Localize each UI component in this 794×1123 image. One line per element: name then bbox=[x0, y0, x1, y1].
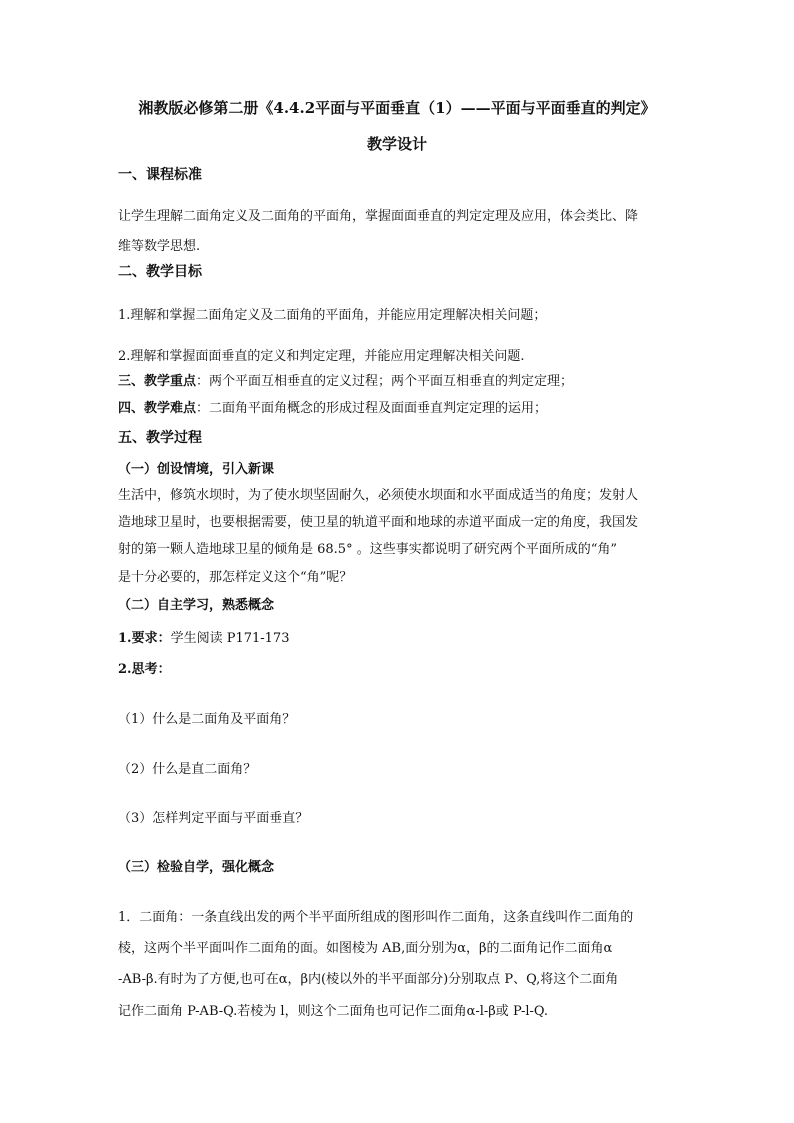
definition-line-2: 棱，这两个半平面叫作二面角的面。如图棱为 AB,面分别为α，β的二面角记作二面角α bbox=[118, 941, 613, 956]
intro-paragraph-line-2: 造地球卫星时，也要根据需要，使卫星的轨道平面和地球的赤道平面成一定的角度，我国发 bbox=[118, 515, 639, 530]
standards-paragraph-line-2: 维等数学思想. bbox=[118, 239, 201, 254]
question-2: （2）什么是直二面角？ bbox=[118, 762, 257, 777]
definition-line-4: 记作二面角 P-AB-Q.若棱为 l，则这个二面角也可记作二面角α-l-β或 P-l-Q. bbox=[118, 1004, 549, 1019]
section-heading-process: 五、教学过程 bbox=[118, 430, 202, 446]
definition-line-1: 1．二面角：一条直线出发的两个半平面所组成的图形叫作二面角，这条直线叫作二面角的 bbox=[118, 910, 634, 925]
standards-paragraph-line-1: 让学生理解二面角定义及二面角的平面角，掌握面面垂直的判定定理及应用，体会类比、降 bbox=[118, 209, 639, 224]
question-1: （1）什么是二面角及平面角？ bbox=[118, 712, 296, 727]
intro-paragraph-line-4: 是十分必要的，那怎样定义这个“角”呢？ bbox=[118, 570, 353, 585]
intro-paragraph-line-3: 射的第一颗人造地球卫星的倾角是 68.5° 。这些事实都说明了研究两个平面所成的“角” bbox=[118, 542, 618, 557]
requirement-text: 学生阅读 P171-173 bbox=[170, 631, 290, 646]
goal-item-2: 2.理解和掌握面面垂直的定义和判定定理，并能应用定理解决相关问题. bbox=[118, 349, 525, 364]
key-points-label: 三、教学重点 bbox=[118, 374, 197, 389]
difficulties-line bbox=[118, 400, 547, 418]
requirement-line bbox=[118, 630, 289, 648]
section-heading-standards: 一、课程标准 bbox=[118, 167, 202, 183]
question-3: （3）怎样判定平面与平面垂直？ bbox=[118, 811, 309, 826]
intro-paragraph-line-1: 生活中，修筑水坝时，为了使水坝坚固耐久，必须使水坝面和水平面成适当的角度；发射人 bbox=[118, 488, 639, 503]
think-label: 2.思考： bbox=[118, 662, 171, 677]
key-points-line bbox=[118, 373, 573, 391]
subsection-heading-3: （三）检验自学，强化概念 bbox=[118, 860, 275, 875]
goal-item-1: 1.理解和掌握二面角定义及二面角的平面角，并能应用定理解决相关问题； bbox=[118, 308, 547, 323]
section-heading-goals: 二、教学目标 bbox=[118, 264, 202, 280]
requirement-label: 1.要求： bbox=[118, 631, 171, 646]
document-title: 湘教版必修第二册《4.4.2平面与平面垂直（1）——平面与平面垂直的判定》 bbox=[138, 99, 656, 117]
subsection-heading-2: （二）自主学习，熟悉概念 bbox=[118, 598, 275, 613]
document-subtitle: 教学设计 bbox=[366, 135, 427, 153]
difficulties-label: 四、教学难点 bbox=[118, 401, 197, 416]
difficulties-text: ：二面角平面角概念的形成过程及面面垂直判定定理的运用； bbox=[196, 401, 548, 416]
definition-line-3: -AB-β.有时为了方便,也可在α，β内(棱以外的半平面部分)分别取点 P、Q,将这个二面角 bbox=[118, 972, 619, 987]
key-points-text: ：两个平面互相垂直的定义过程；两个平面互相垂直的判定定理； bbox=[196, 374, 574, 389]
subsection-heading-1: （一）创设情境，引入新课 bbox=[118, 462, 275, 477]
